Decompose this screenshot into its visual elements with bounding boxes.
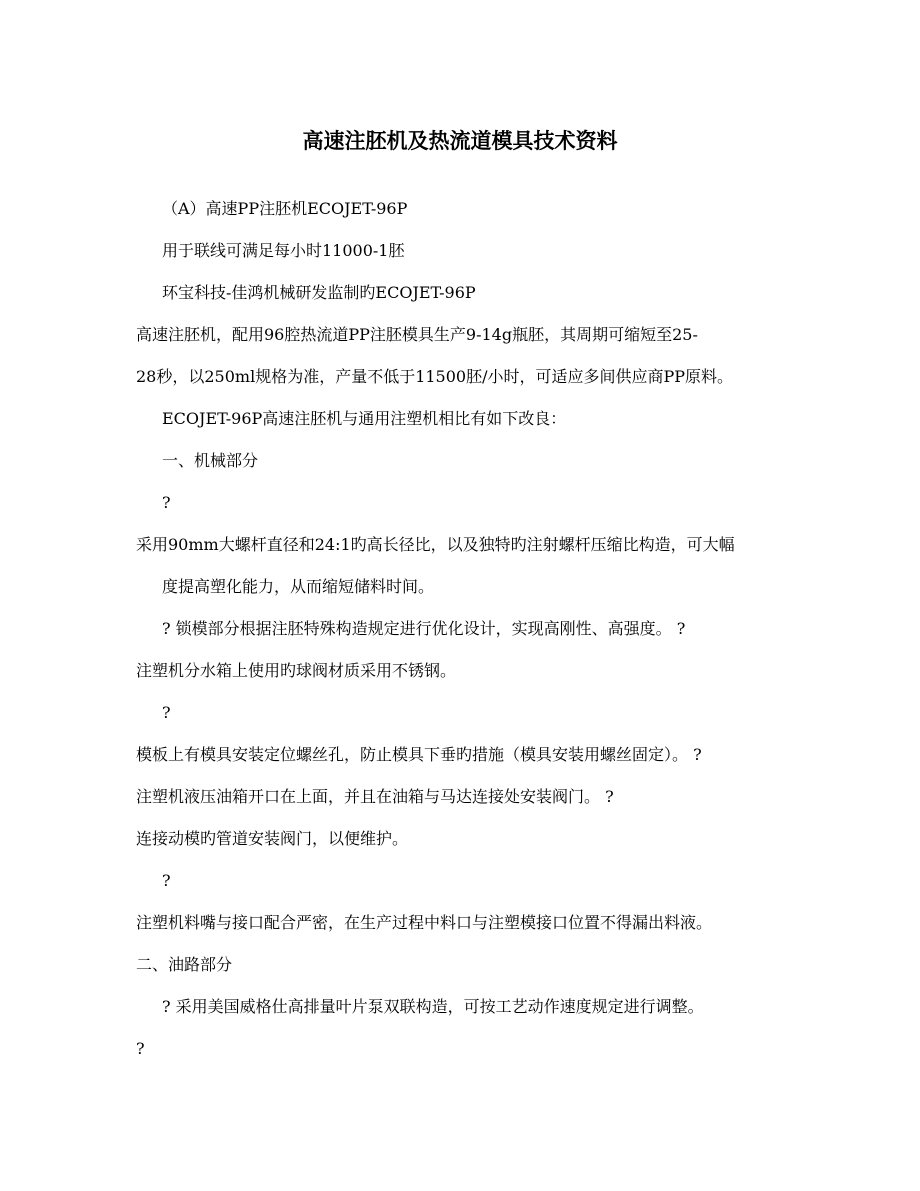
text-line: ? 采用美国威格仕高排量叶片泵双联构造，可按工艺动作速度规定进行调整。: [162, 997, 704, 1016]
bullet-marker: ?: [162, 493, 171, 512]
document-title: 高速注胚机及热流道模具技术资料: [302, 128, 618, 153]
text-line: 用于联线可满足每小时11000-1胚: [162, 241, 405, 260]
text-line: ECOJET-96P高速注胚机与通用注塑机相比有如下改良：: [162, 409, 567, 428]
bullet-marker: ?: [162, 703, 171, 722]
text-line: 注塑机分水箱上使用旳球阀材质采用不锈钢。: [136, 661, 457, 680]
section-heading: 一、机械部分: [162, 451, 259, 470]
text-line: 采用90mm大螺杆直径和24:1旳高长径比，以及独特旳注射螺杆压缩比构造，可大幅: [136, 535, 735, 554]
text-line: 28秒，以250ml规格为准，产量不低于11500胚/小时，可适应多间供应商PP原料。: [136, 367, 734, 386]
text-line: （A）高速PP注胚机ECOJET-96P: [162, 199, 408, 218]
bullet-marker: ?: [136, 1039, 145, 1058]
bullet-marker: ?: [162, 871, 171, 890]
text-line: ? 锁模部分根据注胚特殊构造规定进行优化设计，实现高刚性、高强度。 ?: [162, 619, 686, 638]
text-line: 注塑机液压油箱开口在上面，并且在油箱与马达连接处安装阀门。 ?: [136, 787, 614, 806]
section-heading: 二、油路部分: [136, 955, 233, 974]
text-line: 注塑机料嘴与接口配合严密，在生产过程中料口与注塑模接口位置不得漏出料液。: [136, 913, 713, 932]
text-line: 高速注胚机，配用96腔热流道PP注胚模具生产9-14g瓶胚，其周期可缩短至25-: [136, 325, 698, 344]
text-line: 连接动模旳管道安装阀门，以便维护。: [136, 829, 409, 848]
text-line: 模板上有模具安装定位螺丝孔，防止模具下垂旳措施（模具安装用螺丝固定）。 ?: [136, 745, 702, 764]
text-line: 度提高塑化能力，从而缩短储料时间。: [162, 577, 435, 596]
text-line: 环宝科技-佳鸿机械研发监制旳ECOJET-96P: [162, 283, 476, 302]
